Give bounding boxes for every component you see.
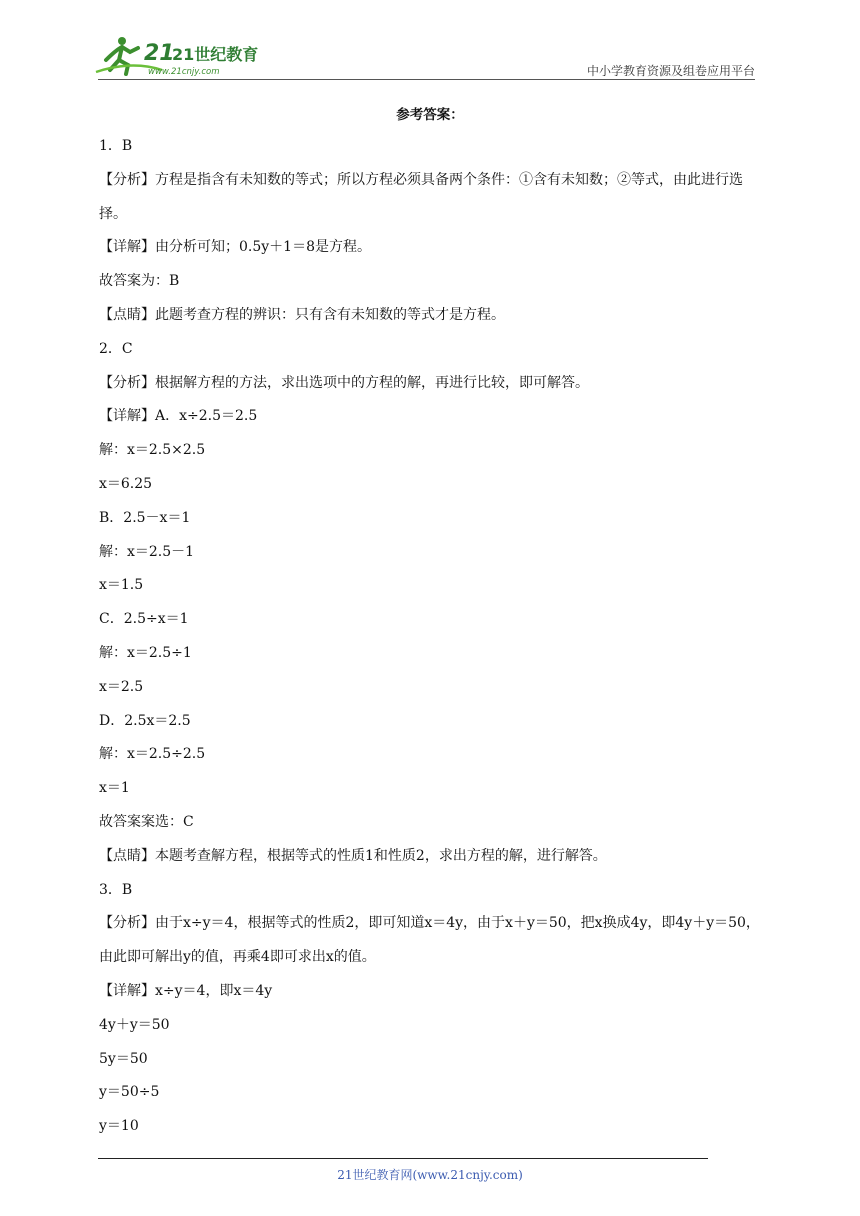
answer-line: x＝2.5	[99, 678, 144, 695]
answer-line: 【分析】根据解方程的方法，求出选项中的方程的解，再进行比较，即可解答。	[99, 374, 589, 391]
answer-line: 【详解】由分析可知；0.5y＋1＝8是方程。	[99, 239, 371, 256]
answer-line: 【详解】x÷y＝4，即x＝4y	[99, 982, 273, 999]
answer-line: 解：x＝2.5÷1	[99, 644, 192, 661]
answer-line: 解：x＝2.5－1	[99, 543, 195, 560]
logo-icon	[92, 30, 262, 80]
answer-line: 故答案案选：C	[99, 813, 194, 830]
answer-line: 3．B	[99, 881, 133, 898]
answer-line: D．2.5x＝2.5	[99, 712, 191, 729]
svg-text:21: 21	[144, 41, 175, 66]
header-divider	[98, 79, 755, 80]
answer-line: 解：x＝2.5×2.5	[99, 442, 206, 459]
answer-line: C．2.5÷x＝1	[99, 611, 189, 628]
answer-line: 【分析】由于x÷y＝4，根据等式的性质2，即可知道x＝4y，由于x＋y＝50，把x换成4y，即4y＋y＝50，由此即可解出y的值，再乘4即可求出x的值。	[99, 915, 760, 966]
answer-line: 5y＝50	[99, 1050, 148, 1067]
page-title: 参考答案：	[396, 107, 464, 123]
answer-line: B．2.5－x＝1	[99, 509, 191, 526]
footer-divider	[98, 1158, 708, 1159]
header-platform-text: 中小学教育资源及组卷应用平台	[586, 64, 755, 78]
answer-line: 【点睛】本题考查解方程，根据等式的性质1和性质2，求出方程的解，进行解答。	[99, 847, 607, 864]
answer-line: y＝50÷5	[99, 1084, 160, 1101]
answer-line: 【点睛】此题考查方程的辨识：只有含有未知数的等式才是方程。	[99, 306, 505, 323]
answer-line: 1．B	[99, 138, 133, 154]
svg-text:21世纪教育: 21世纪教育	[172, 45, 259, 64]
answer-line: 【详解】A．x÷2.5＝2.5	[99, 408, 258, 425]
answer-line: x＝1	[99, 780, 130, 797]
answer-line: 故答案为：B	[99, 273, 180, 290]
answer-line: x＝1.5	[99, 577, 144, 594]
answer-line: 【分析】方程是指含有未知数的等式；所以方程必须具备两个条件：①含有未知数；②等式，由此进行选择。	[99, 171, 743, 222]
answer-line: 解：x＝2.5÷2.5	[99, 746, 206, 763]
answer-line: y＝10	[99, 1118, 139, 1135]
svg-text:www.21cnjy.com: www.21cnjy.com	[148, 67, 220, 77]
answer-line: 2．C	[99, 340, 133, 357]
answer-line: 4y＋y＝50	[99, 1016, 170, 1033]
answer-line: x＝6.25	[99, 475, 153, 492]
footer-link[interactable]: 21世纪教育网(www.21cnjy.com)	[337, 1168, 523, 1182]
page-header	[0, 0, 860, 80]
answer-content	[99, 130, 764, 1144]
